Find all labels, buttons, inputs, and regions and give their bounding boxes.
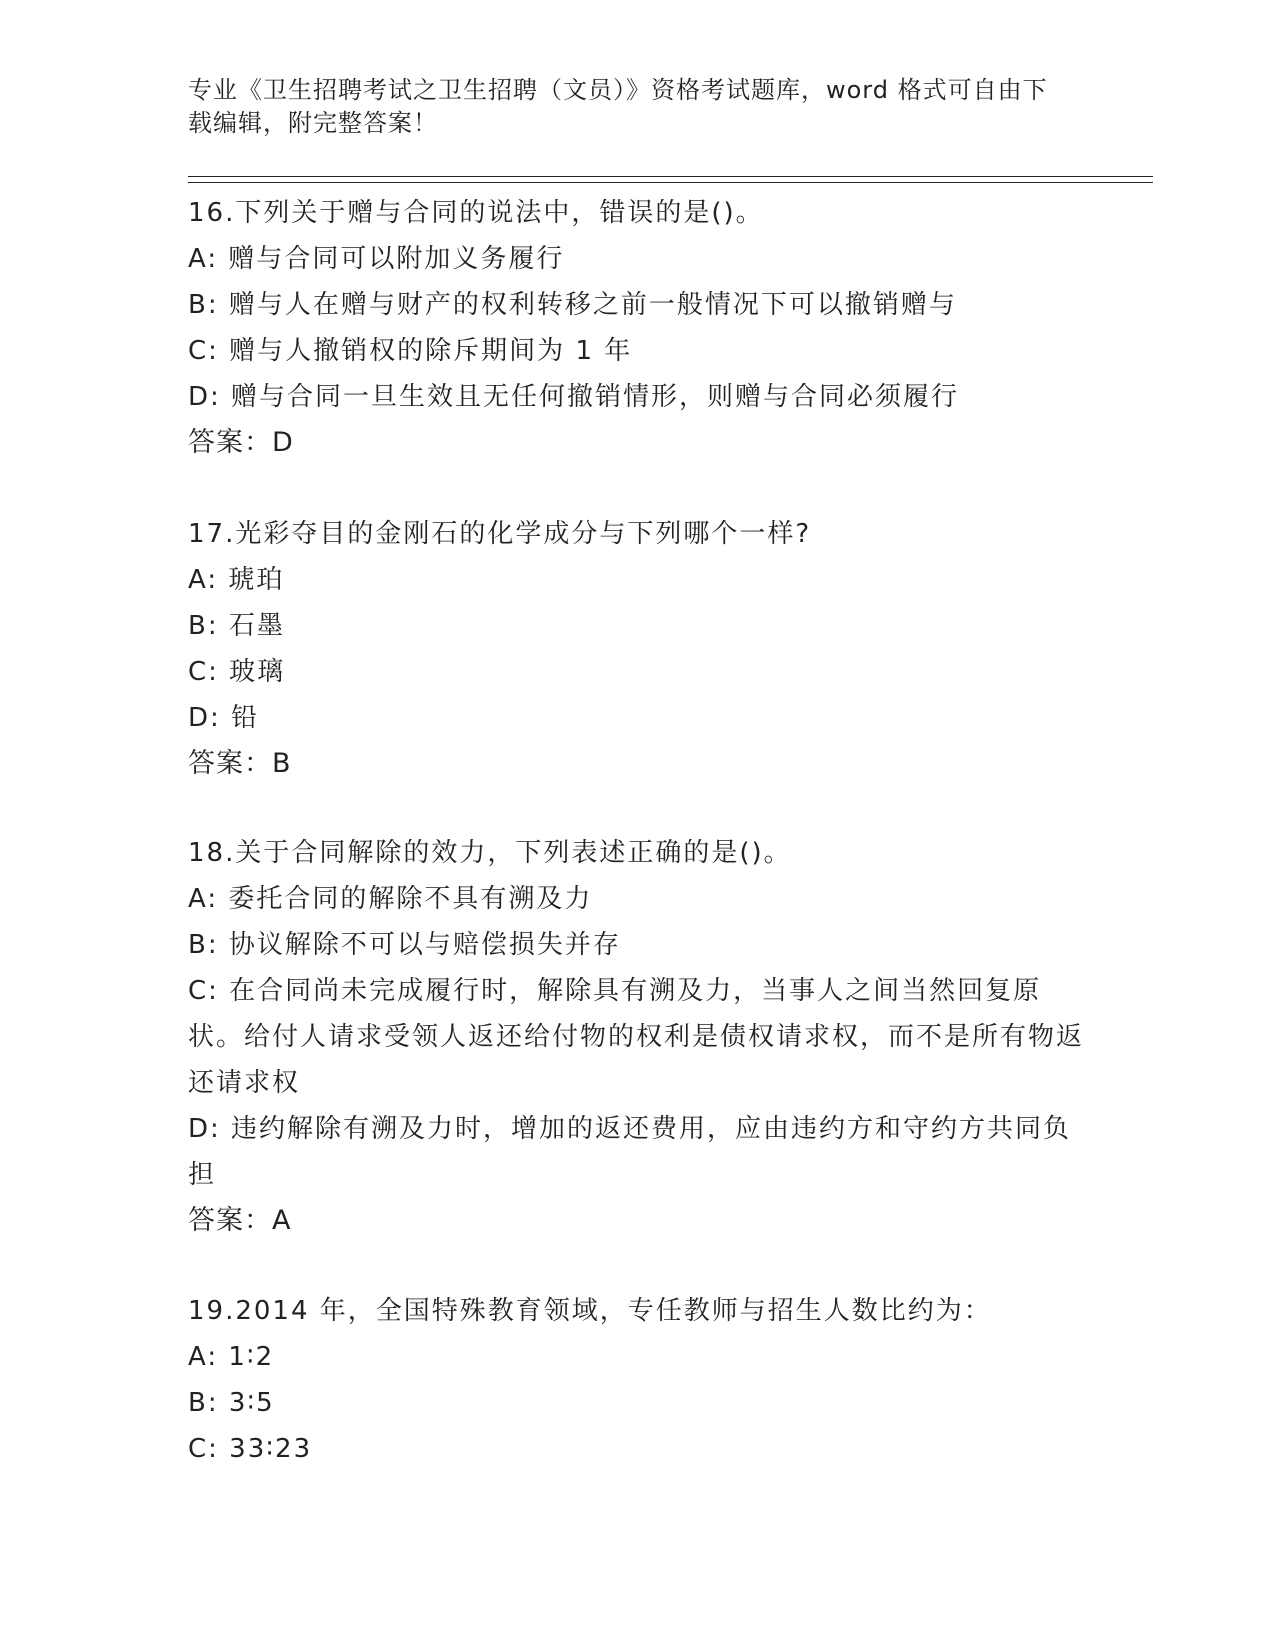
option-c: C: 在合同尚未完成履行时，解除具有溯及力，当事人之间当然回复原状。给付人请求受领人返还给付物的权利是债权请求权，而不是所有物返还请求权: [188, 976, 1085, 1098]
option-a: A: 委托合同的解除不具有溯及力: [188, 884, 593, 914]
answer: 答案：D: [188, 427, 294, 458]
option-a: A: 1∶2: [188, 1342, 275, 1372]
option-c: C: 玻璃: [188, 657, 286, 687]
option-b: B: 协议解除不可以与赔偿损失并存: [188, 930, 621, 960]
answer: 答案：A: [188, 1205, 292, 1236]
option-d: D: 铅: [188, 703, 260, 733]
question-stem: 19.2014 年，全国特殊教育领域，专任教师与招生人数比约为：: [188, 1296, 992, 1326]
question-stem: 16.下列关于赠与合同的说法中，错误的是()。: [188, 198, 764, 228]
option-a: A: 琥珀: [188, 565, 285, 595]
question-17: [188, 511, 1088, 787]
option-c: C: 赠与人撤销权的除斥期间为 1 年: [188, 336, 633, 366]
question-stem: 17.光彩夺目的金刚石的化学成分与下列哪个一样?: [188, 519, 812, 549]
option-d: D: 赠与合同一旦生效且无任何撤销情形，则赠与合同必须履行: [188, 382, 960, 412]
header-divider-top: [188, 176, 1153, 177]
option-b: B: 赠与人在赠与财产的权利转移之前一般情况下可以撤销赠与: [188, 290, 957, 320]
document-header: 专业《卫生招聘考试之卫生招聘（文员）》资格考试题库，word 格式可自由下载编辑，附完整答案！: [188, 76, 1048, 137]
header-divider-bottom: [188, 182, 1153, 183]
question-19: [188, 1288, 1088, 1472]
option-d: D: 违约解除有溯及力时，增加的返还费用，应由违约方和守约方共同负担: [188, 1114, 1072, 1190]
question-18: [188, 830, 1088, 1244]
question-stem: 18.关于合同解除的效力，下列表述正确的是()。: [188, 838, 792, 868]
answer: 答案：B: [188, 748, 292, 779]
question-16: [188, 190, 1088, 466]
option-c: C: 33∶23: [188, 1434, 313, 1464]
option-a: A: 赠与合同可以附加义务履行: [188, 244, 565, 274]
option-b: B: 3∶5: [188, 1388, 275, 1418]
option-b: B: 石墨: [188, 611, 285, 641]
